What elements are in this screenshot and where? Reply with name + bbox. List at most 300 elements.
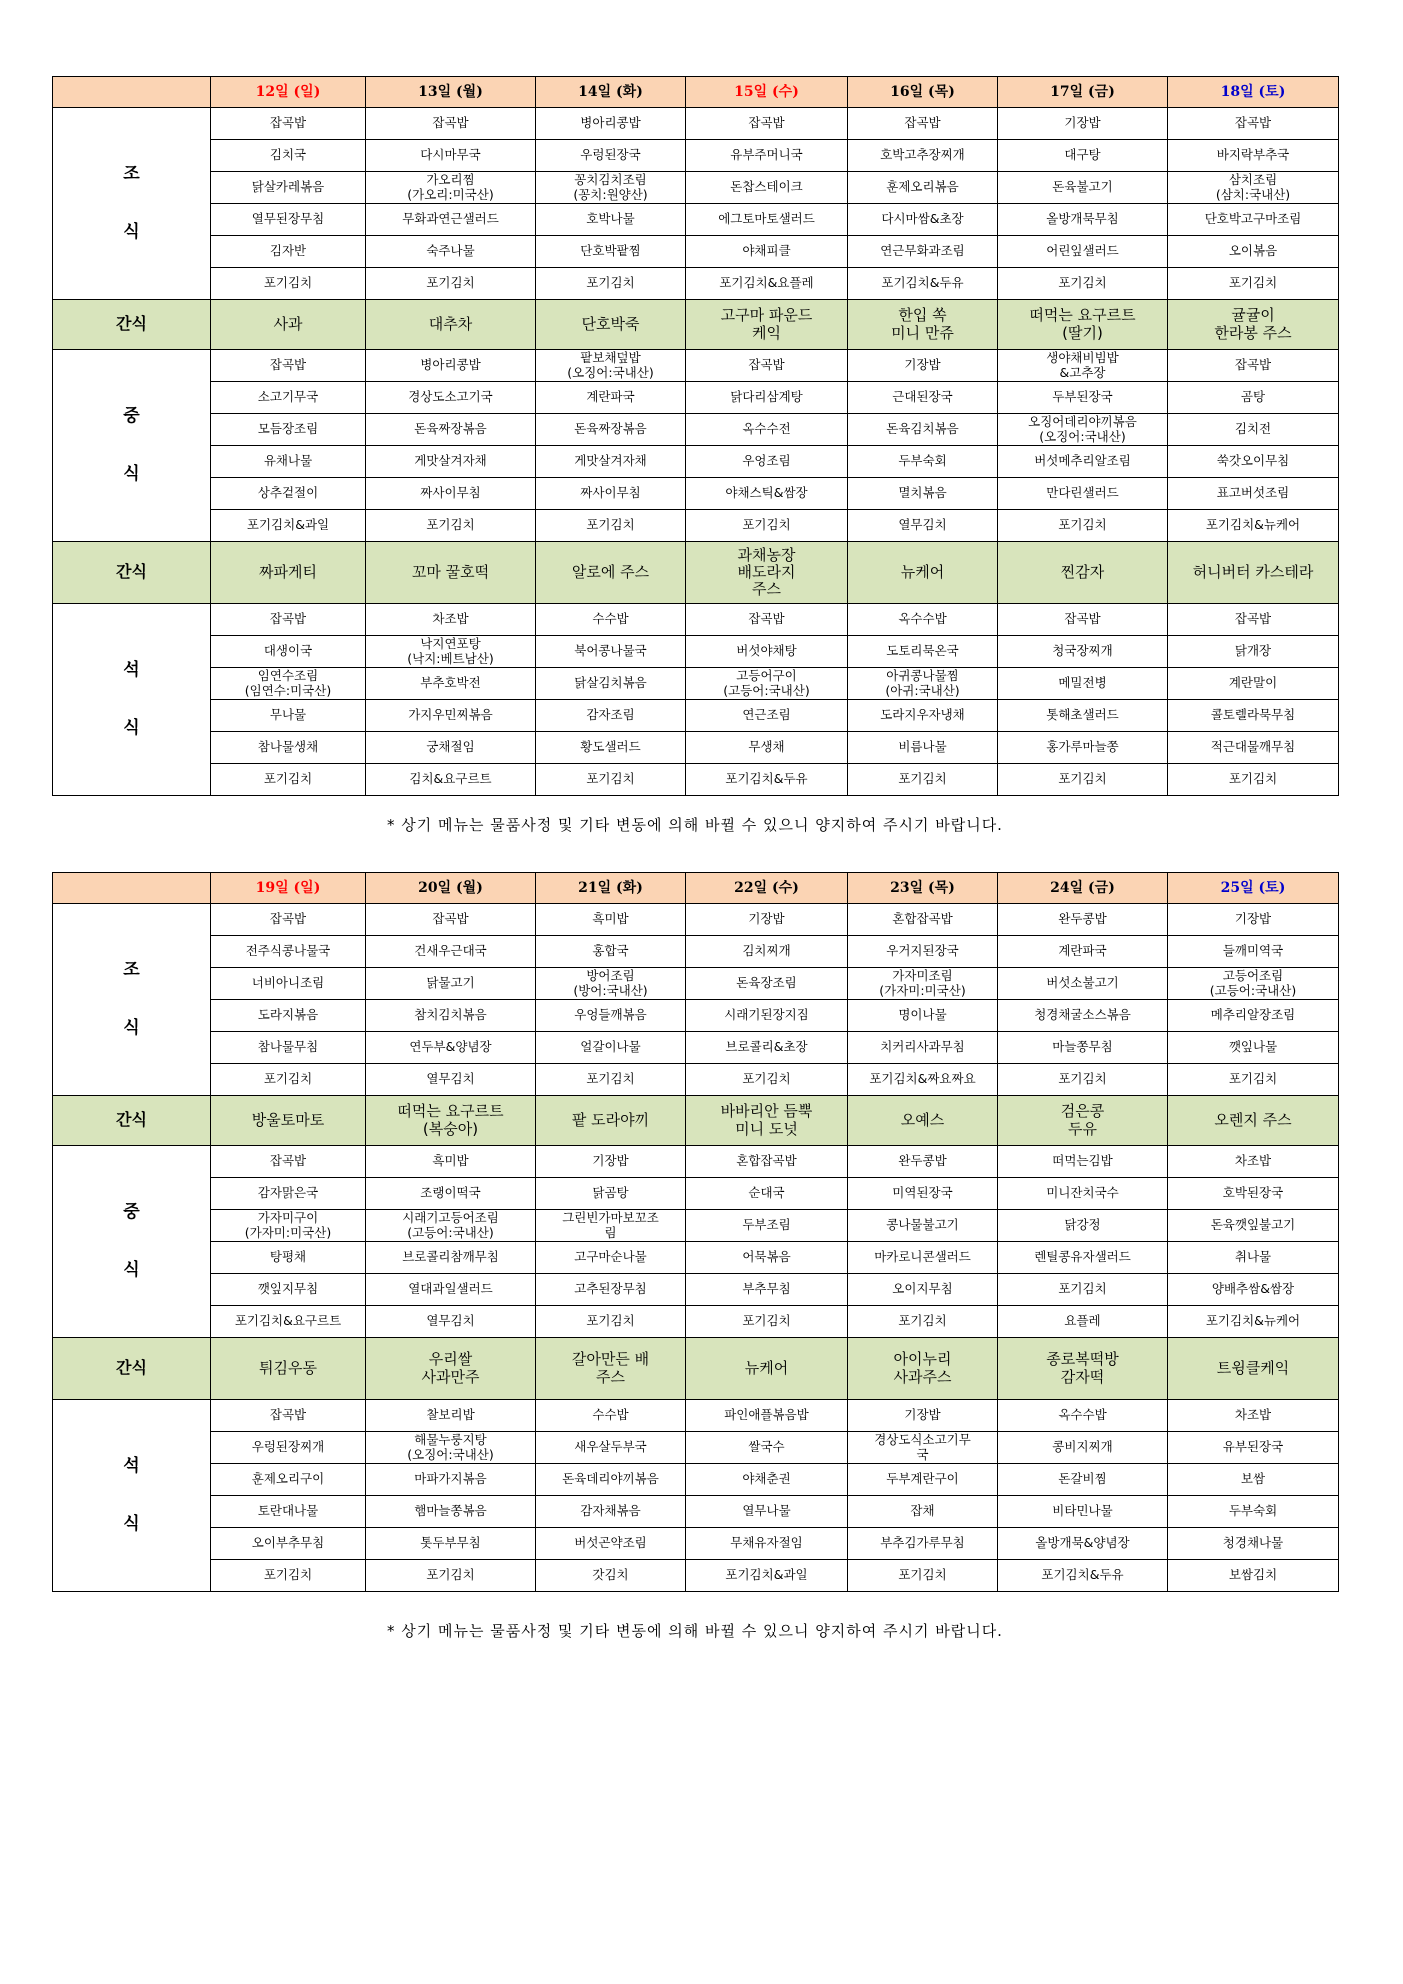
menu-item: 참치김치볶음	[366, 1000, 536, 1032]
menu-item: 야채피클	[686, 236, 848, 268]
menu-item: 무나물	[211, 700, 366, 732]
day-header-row	[53, 77, 1339, 108]
menu-item: 돈육데리야끼볶음	[536, 1464, 686, 1496]
menu-item: 갓김치	[536, 1560, 686, 1592]
meal-section-label	[53, 1400, 211, 1592]
meal-row	[53, 1464, 1339, 1496]
menu-item: 쑥갓오이무침	[1168, 446, 1339, 478]
menu-item: 비름나물	[848, 732, 998, 764]
menu-item: 유부주머니국	[686, 140, 848, 172]
meal-row	[53, 1306, 1339, 1338]
menu-item: 잡곡밥	[998, 604, 1168, 636]
day-header: 21일 (화)	[536, 873, 686, 904]
menu-item: 아귀콩나물찜 (아귀:국내산)	[848, 668, 998, 700]
menu-item: 계란파국	[536, 382, 686, 414]
menu-item: 포기김치	[536, 1064, 686, 1096]
menu-item: 포기김치&뉴케어	[1168, 1306, 1339, 1338]
menu-change-notice: * 상기 메뉴는 물품사정 및 기타 변동에 의해 바뀔 수 있으니 양지하여 주시기 바랍니다.	[387, 1622, 1003, 1640]
menu-item: 마카로니콘샐러드	[848, 1242, 998, 1274]
menu-item: 포기김치&두유	[998, 1560, 1168, 1592]
menu-item: 포기김치	[848, 1560, 998, 1592]
menu-item: 찰보리밥	[366, 1400, 536, 1432]
meal-row	[53, 1178, 1339, 1210]
menu-item: 숙주나물	[366, 236, 536, 268]
menu-item: 메밀전병	[998, 668, 1168, 700]
menu-item: 우엉조림	[686, 446, 848, 478]
menu-item: 떠먹는김밥	[998, 1146, 1168, 1178]
snack-item: 알로에 주스	[536, 542, 686, 604]
menu-item: 계란파국	[998, 936, 1168, 968]
menu-item: 포기김치	[211, 1560, 366, 1592]
day-header: 12일 (일)	[211, 77, 366, 108]
day-header: 13일 (월)	[366, 77, 536, 108]
menu-item: 팥보채덮밥 (오징어:국내산)	[536, 350, 686, 382]
menu-item: 무화과연근샐러드	[366, 204, 536, 236]
snack-item: 트윙클케익	[1168, 1338, 1339, 1400]
menu-item: 잡곡밥	[686, 604, 848, 636]
menu-item: 그린빈가마보꼬조 림	[536, 1210, 686, 1242]
menu-item: 닭물고기	[366, 968, 536, 1000]
meal-row	[53, 382, 1339, 414]
menu-item: 바지락부추국	[1168, 140, 1339, 172]
menu-item: 잡곡밥	[211, 1146, 366, 1178]
meal-section-char: 조	[123, 163, 140, 184]
menu-item: 닭살카레볶음	[211, 172, 366, 204]
snack-label: 간식	[53, 542, 211, 604]
snack-item: 갈아만든 배 주스	[536, 1338, 686, 1400]
menu-item: 임연수조림 (임연수:미국산)	[211, 668, 366, 700]
menu-item: 호박나물	[536, 204, 686, 236]
menu-item: 열무김치	[848, 510, 998, 542]
menu-item: 전주식콩나물국	[211, 936, 366, 968]
menu-item: 연근조림	[686, 700, 848, 732]
snack-label: 간식	[53, 1338, 211, 1400]
menu-item: 두부계란구이	[848, 1464, 998, 1496]
menu-item: 오징어데리야끼볶음 (오징어:국내산)	[998, 414, 1168, 446]
meal-section-label	[53, 604, 211, 796]
snack-item: 바바리안 듬뿍 미니 도넛	[686, 1096, 848, 1146]
menu-item: 포기김치	[536, 1306, 686, 1338]
menu-item: 파인애플볶음밥	[686, 1400, 848, 1432]
menu-item: 흑미밥	[536, 904, 686, 936]
meal-row	[53, 140, 1339, 172]
menu-item: 닭강정	[998, 1210, 1168, 1242]
menu-item: 감자조림	[536, 700, 686, 732]
menu-item: 삼치조림 (삼치:국내산)	[1168, 172, 1339, 204]
meal-row	[53, 1000, 1339, 1032]
meal-row	[53, 478, 1339, 510]
menu-item: 무생채	[686, 732, 848, 764]
meal-row	[53, 936, 1339, 968]
menu-item: 단호박팥찜	[536, 236, 686, 268]
menu-item: 부추무침	[686, 1274, 848, 1306]
menu-item: 수수밥	[536, 604, 686, 636]
menu-item: 버섯소불고기	[998, 968, 1168, 1000]
menu-item: 포기김치&짜요짜요	[848, 1064, 998, 1096]
menu-item: 북어콩나물국	[536, 636, 686, 668]
menu-item: 너비아니조림	[211, 968, 366, 1000]
menu-item: 두부된장국	[998, 382, 1168, 414]
menu-item: 양배추쌈&쌈장	[1168, 1274, 1339, 1306]
menu-item: 들깨미역국	[1168, 936, 1339, 968]
menu-item: 유채나물	[211, 446, 366, 478]
menu-item: 돈육불고기	[998, 172, 1168, 204]
meal-row	[53, 1064, 1339, 1096]
snack-item: 우리쌀 사과만주	[366, 1338, 536, 1400]
meal-row	[53, 236, 1339, 268]
meal-row	[53, 510, 1339, 542]
menu-item: 수수밥	[536, 1400, 686, 1432]
menu-item: 브로콜리참깨무침	[366, 1242, 536, 1274]
menu-item: 고구마순나물	[536, 1242, 686, 1274]
menu-item: 버섯메추리알조림	[998, 446, 1168, 478]
meal-row	[53, 1400, 1339, 1432]
menu-item: 멸치볶음	[848, 478, 998, 510]
menu-item: 가자미조림 (가자미:미국산)	[848, 968, 998, 1000]
menu-item: 완두콩밥	[998, 904, 1168, 936]
menu-item: 가자미구이 (가자미:미국산)	[211, 1210, 366, 1242]
meal-section-char: 식	[123, 221, 140, 242]
menu-item: 닭다리삼계탕	[686, 382, 848, 414]
menu-item: 포기김치&과일	[686, 1560, 848, 1592]
menu-item: 병아리콩밥	[536, 108, 686, 140]
menu-item: 톳해초샐러드	[998, 700, 1168, 732]
menu-item: 기장밥	[848, 350, 998, 382]
menu-item: 다시마쌈&초장	[848, 204, 998, 236]
meal-section-label	[53, 1146, 211, 1338]
menu-item: 포기김치	[366, 1560, 536, 1592]
menu-item: 우렁된장국	[536, 140, 686, 172]
snack-label: 간식	[53, 300, 211, 350]
meal-row	[53, 446, 1339, 478]
menu-item: 닭곰탕	[536, 1178, 686, 1210]
menu-item: 새우살두부국	[536, 1432, 686, 1464]
menu-item: 훈제오리볶음	[848, 172, 998, 204]
menu-item: 포기김치	[211, 764, 366, 796]
menu-item: 부추김가루무침	[848, 1528, 998, 1560]
menu-item: 순대국	[686, 1178, 848, 1210]
menu-item: 홍합국	[536, 936, 686, 968]
menu-item: 열대과일샐러드	[366, 1274, 536, 1306]
menu-item: 잡곡밥	[211, 350, 366, 382]
menu-item: 우렁된장찌개	[211, 1432, 366, 1464]
menu-item: 돈찹스테이크	[686, 172, 848, 204]
meal-row	[53, 1432, 1339, 1464]
menu-item: 잡곡밥	[211, 1400, 366, 1432]
menu-item: 궁채절임	[366, 732, 536, 764]
menu-item: 건새우근대국	[366, 936, 536, 968]
menu-item: 우거지된장국	[848, 936, 998, 968]
menu-item: 호박된장국	[1168, 1178, 1339, 1210]
menu-item: 모듬장조림	[211, 414, 366, 446]
snack-row	[53, 1096, 1339, 1146]
menu-item: 홍가루마늘쫑	[998, 732, 1168, 764]
menu-item: 도토리묵온국	[848, 636, 998, 668]
menu-item: 포기김치	[536, 510, 686, 542]
menu-item: 비타민나물	[998, 1496, 1168, 1528]
meal-row	[53, 1146, 1339, 1178]
menu-item: 잡곡밥	[366, 108, 536, 140]
menu-item: 기장밥	[686, 904, 848, 936]
menu-item: 꽁치김치조림 (꽁치:원양산)	[536, 172, 686, 204]
menu-item: 포기김치	[998, 764, 1168, 796]
snack-item: 오예스	[848, 1096, 998, 1146]
menu-item: 잡채	[848, 1496, 998, 1528]
snack-item: 한입 쏙 미니 만쥬	[848, 300, 998, 350]
menu-item: 유부된장국	[1168, 1432, 1339, 1464]
meal-row	[53, 636, 1339, 668]
menu-item: 조랭이떡국	[366, 1178, 536, 1210]
menu-item: 차조밥	[1168, 1146, 1339, 1178]
menu-item: 짜사이무침	[536, 478, 686, 510]
menu-item: 생야채비빔밥 &고추장	[998, 350, 1168, 382]
menu-item: 청경채나물	[1168, 1528, 1339, 1560]
menu-item: 포기김치	[1168, 1064, 1339, 1096]
menu-item: 기장밥	[848, 1400, 998, 1432]
menu-item: 적근대물깨무침	[1168, 732, 1339, 764]
menu-item: 김치찌개	[686, 936, 848, 968]
menu-item: 돈육짜장볶음	[536, 414, 686, 446]
menu-item: 메추리알장조림	[1168, 1000, 1339, 1032]
menu-item: 낙지연포탕 (낙지:베트남산)	[366, 636, 536, 668]
day-header-row	[53, 873, 1339, 904]
menu-item: 돈육짜장볶음	[366, 414, 536, 446]
menu-item: 흑미밥	[366, 1146, 536, 1178]
menu-item: 옥수수밥	[848, 604, 998, 636]
meal-section-label	[53, 904, 211, 1096]
menu-item: 감자맑은국	[211, 1178, 366, 1210]
snack-item: 짜파게티	[211, 542, 366, 604]
snack-item: 뉴케어	[686, 1338, 848, 1400]
menu-item: 단호박고구마조림	[1168, 204, 1339, 236]
menu-item: 포기김치&두유	[686, 764, 848, 796]
menu-item: 잡곡밥	[686, 350, 848, 382]
menu-item: 미니잔치국수	[998, 1178, 1168, 1210]
menu-item: 감자채볶음	[536, 1496, 686, 1528]
meal-section-char: 석	[123, 659, 140, 680]
menu-item: 올방개묵무침	[998, 204, 1168, 236]
menu-item: 연근무화과조림	[848, 236, 998, 268]
menu-item: 김치전	[1168, 414, 1339, 446]
snack-item: 검은콩 두유	[998, 1096, 1168, 1146]
menu-item: 포기김치&뉴케어	[1168, 510, 1339, 542]
menu-item: 도라지볶음	[211, 1000, 366, 1032]
menu-item: 차조밥	[366, 604, 536, 636]
menu-item: 콩나물불고기	[848, 1210, 998, 1242]
menu-item: 황도샐러드	[536, 732, 686, 764]
menu-item: 햄마늘쫑볶음	[366, 1496, 536, 1528]
menu-item: 올방개묵&양념장	[998, 1528, 1168, 1560]
meal-section-char: 조	[123, 959, 140, 980]
menu-item: 깻잎나물	[1168, 1032, 1339, 1064]
menu-item: 잡곡밥	[686, 108, 848, 140]
day-header: 24일 (금)	[998, 873, 1168, 904]
menu-item: 시래기고등어조림 (고등어:국내산)	[366, 1210, 536, 1242]
meal-row	[53, 700, 1339, 732]
meal-row	[53, 968, 1339, 1000]
meal-row	[53, 1210, 1339, 1242]
snack-row	[53, 542, 1339, 604]
snack-item: 오렌지 주스	[1168, 1096, 1339, 1146]
snack-item: 아이누리 사과주스	[848, 1338, 998, 1400]
menu-item: 포기김치	[211, 268, 366, 300]
menu-item: 무채유자절임	[686, 1528, 848, 1560]
menu-item: 오이지무침	[848, 1274, 998, 1306]
menu-item: 잡곡밥	[848, 108, 998, 140]
menu-item: 버섯야채탕	[686, 636, 848, 668]
meal-row	[53, 764, 1339, 796]
menu-item: 부추호박전	[366, 668, 536, 700]
day-header: 23일 (목)	[848, 873, 998, 904]
menu-item: 닭개장	[1168, 636, 1339, 668]
meal-section-label	[53, 108, 211, 300]
menu-item: 어묵볶음	[686, 1242, 848, 1274]
meal-section-char: 식	[123, 463, 140, 484]
menu-item: 포기김치	[848, 764, 998, 796]
menu-item: 잡곡밥	[211, 904, 366, 936]
menu-item: 잡곡밥	[211, 108, 366, 140]
menu-item: 청경채굴소스볶음	[998, 1000, 1168, 1032]
menu-item: 포기김치	[686, 510, 848, 542]
snack-item: 뉴케어	[848, 542, 998, 604]
menu-item: 요플레	[998, 1306, 1168, 1338]
menu-item: 포기김치	[998, 268, 1168, 300]
meal-row	[53, 604, 1339, 636]
menu-item: 돈육김치볶음	[848, 414, 998, 446]
menu-item: 다시마무국	[366, 140, 536, 172]
menu-item: 고등어조림 (고등어:국내산)	[1168, 968, 1339, 1000]
meal-row	[53, 108, 1339, 140]
menu-item: 보쌈	[1168, 1464, 1339, 1496]
meal-row	[53, 904, 1339, 936]
menu-item: 열무된장무침	[211, 204, 366, 236]
menu-item: 취나물	[1168, 1242, 1339, 1274]
day-header: 25일 (토)	[1168, 873, 1339, 904]
menu-item: 포기김치	[1168, 764, 1339, 796]
menu-item: 두부조림	[686, 1210, 848, 1242]
menu-item: 어린잎샐러드	[998, 236, 1168, 268]
menu-item: 혼합잡곡밥	[848, 904, 998, 936]
menu-item: 경상도소고기국	[366, 382, 536, 414]
menu-item: 김자반	[211, 236, 366, 268]
menu-item: 야채스틱&쌈장	[686, 478, 848, 510]
snack-item: 꼬마 꿀호떡	[366, 542, 536, 604]
snack-item: 방울토마토	[211, 1096, 366, 1146]
menu-item: 김치&요구르트	[366, 764, 536, 796]
menu-item: 포기김치&과일	[211, 510, 366, 542]
menu-item: 보쌈김치	[1168, 1560, 1339, 1592]
snack-item: 귤귤이 한라봉 주스	[1168, 300, 1339, 350]
meal-row	[53, 1274, 1339, 1306]
menu-item: 버섯곤약조림	[536, 1528, 686, 1560]
snack-item: 단호박죽	[536, 300, 686, 350]
day-header: 19일 (일)	[211, 873, 366, 904]
menu-item: 혼합잡곡밥	[686, 1146, 848, 1178]
menu-item: 열무김치	[366, 1306, 536, 1338]
menu-item: 표고버섯조림	[1168, 478, 1339, 510]
meal-row	[53, 1032, 1339, 1064]
menu-item: 기장밥	[998, 108, 1168, 140]
menu-item: 가오리찜 (가오리:미국산)	[366, 172, 536, 204]
menu-item: 콜토렐라묵무침	[1168, 700, 1339, 732]
menu-item: 근대된장국	[848, 382, 998, 414]
snack-item: 떠먹는 요구르트 (복숭아)	[366, 1096, 536, 1146]
menu-item: 포기김치	[536, 268, 686, 300]
menu-item: 소고기무국	[211, 382, 366, 414]
menu-item: 포기김치	[998, 1064, 1168, 1096]
meal-row	[53, 350, 1339, 382]
meal-row	[53, 668, 1339, 700]
menu-item: 야채춘권	[686, 1464, 848, 1496]
menu-item: 계란말이	[1168, 668, 1339, 700]
menu-item: 시래기된장지짐	[686, 1000, 848, 1032]
menu-item: 콩비지찌개	[998, 1432, 1168, 1464]
menu-change-notice: * 상기 메뉴는 물품사정 및 기타 변동에 의해 바뀔 수 있으니 양지하여 주시기 바랍니다.	[387, 816, 1003, 834]
menu-item: 게맛살겨자채	[536, 446, 686, 478]
menu-item: 마파가지볶음	[366, 1464, 536, 1496]
day-header: 16일 (목)	[848, 77, 998, 108]
menu-item: 잡곡밥	[1168, 604, 1339, 636]
menu-item: 병아리콩밥	[366, 350, 536, 382]
menu-item: 두부숙회	[1168, 1496, 1339, 1528]
corner-cell	[53, 873, 211, 904]
snack-item: 과채농장 배도라지 주스	[686, 542, 848, 604]
menu-item: 옥수수밥	[998, 1400, 1168, 1432]
day-header: 20일 (월)	[366, 873, 536, 904]
menu-item: 포기김치	[211, 1064, 366, 1096]
menu-item: 짜사이무침	[366, 478, 536, 510]
menu-item: 해물누룽지탕 (오징어:국내산)	[366, 1432, 536, 1464]
menu-item: 토란대나물	[211, 1496, 366, 1528]
snack-item: 허니버터 카스테라	[1168, 542, 1339, 604]
menu-item: 청국장찌개	[998, 636, 1168, 668]
menu-item: 열무김치	[366, 1064, 536, 1096]
snack-row	[53, 1338, 1339, 1400]
day-header: 17일 (금)	[998, 77, 1168, 108]
menu-item: 포기김치	[366, 510, 536, 542]
meal-row	[53, 732, 1339, 764]
meal-section-char: 식	[123, 1513, 140, 1534]
corner-cell	[53, 77, 211, 108]
menu-item: 포기김치	[1168, 268, 1339, 300]
menu-item: 도라지우자냉채	[848, 700, 998, 732]
meal-section-char: 석	[123, 1455, 140, 1476]
menu-item: 참나물무침	[211, 1032, 366, 1064]
menu-item: 브로콜리&초장	[686, 1032, 848, 1064]
snack-item: 고구마 파운드 케익	[686, 300, 848, 350]
menu-item: 만다린샐러드	[998, 478, 1168, 510]
menu-item: 닭살김치볶음	[536, 668, 686, 700]
meal-row	[53, 414, 1339, 446]
menu-table-week2	[52, 872, 1339, 1592]
snack-item: 종로복떡방 감자떡	[998, 1338, 1168, 1400]
menu-item: 훈제오리구이	[211, 1464, 366, 1496]
menu-item: 대생이국	[211, 636, 366, 668]
meal-row	[53, 1242, 1339, 1274]
menu-item: 호박고추장찌개	[848, 140, 998, 172]
meal-row	[53, 204, 1339, 236]
snack-row	[53, 300, 1339, 350]
menu-item: 얼갈이나물	[536, 1032, 686, 1064]
menu-item: 기장밥	[536, 1146, 686, 1178]
meal-row	[53, 1528, 1339, 1560]
snack-item: 사과	[211, 300, 366, 350]
menu-item: 깻잎지무침	[211, 1274, 366, 1306]
menu-item: 방어조림 (방어:국내산)	[536, 968, 686, 1000]
menu-item: 포기김치	[848, 1306, 998, 1338]
menu-item: 톳두부무침	[366, 1528, 536, 1560]
menu-item: 포기김치&두유	[848, 268, 998, 300]
